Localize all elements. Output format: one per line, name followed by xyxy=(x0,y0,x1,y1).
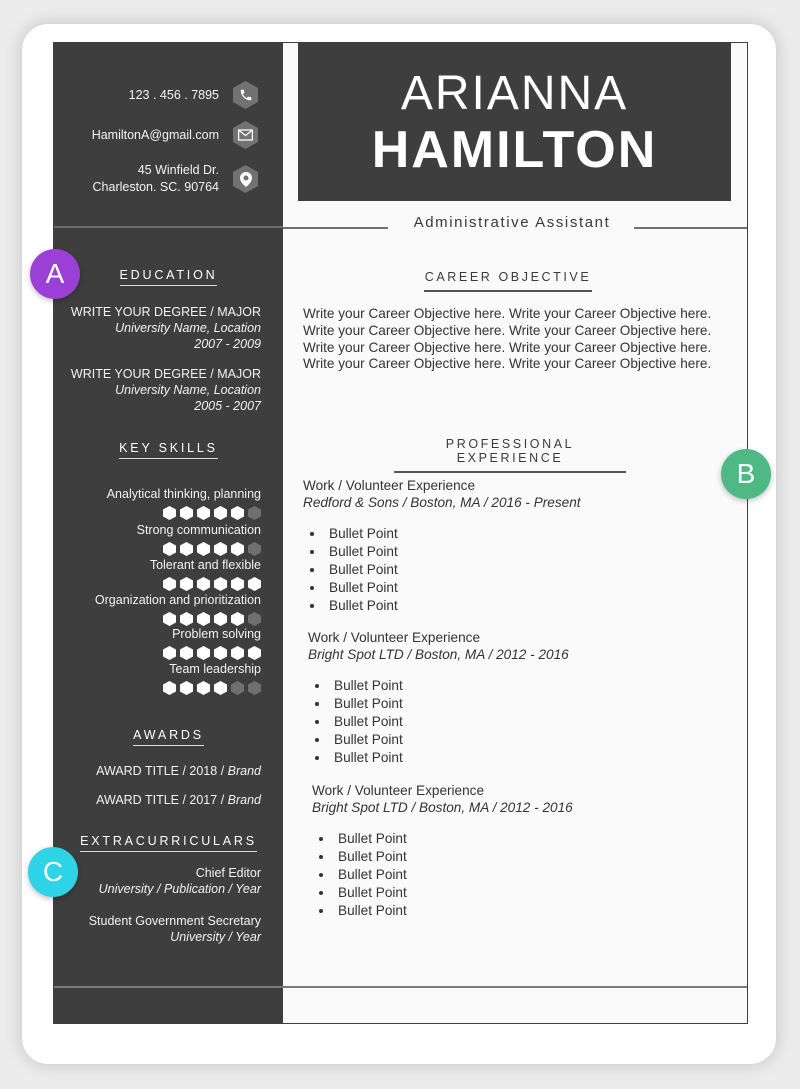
skill-dot-empty xyxy=(231,681,244,695)
experience-entry xyxy=(303,477,581,615)
bullet-point: • Bullet Point xyxy=(325,525,581,543)
degree-text: WRITE YOUR DEGREE / MAJOR xyxy=(70,367,261,381)
location-pin-icon xyxy=(233,165,258,193)
skill-dot-empty xyxy=(248,612,261,626)
skill-dot-empty xyxy=(248,506,261,520)
envelope-icon xyxy=(233,121,258,149)
experience-role: Work / Volunteer Experience xyxy=(308,630,481,645)
extracurriculars-heading: EXTRACURRICULARS xyxy=(54,834,283,848)
award-title: AWARD TITLE / 2017 / xyxy=(96,793,228,807)
skill-dot-empty xyxy=(248,681,261,695)
address-line-1: 45 Winfield Dr. xyxy=(137,163,219,177)
skill-dot-filled xyxy=(214,612,227,626)
skill-label: Tolerant and flexible xyxy=(149,558,261,572)
years-text: 2007 - 2009 xyxy=(194,337,261,351)
skill-rating xyxy=(163,577,261,591)
bullet-list xyxy=(308,677,569,767)
skill-dot-filled xyxy=(214,577,227,591)
experience-org: Bright Spot LTD / Boston, MA / 2012 - 2016 xyxy=(312,800,573,815)
skill-rating xyxy=(163,646,261,660)
skill-dot-filled xyxy=(180,542,193,556)
bullet-point: • Bullet Point xyxy=(330,677,569,695)
name-header xyxy=(298,43,731,201)
skill-label: Team leadership xyxy=(169,662,261,676)
bullet-point: • Bullet Point xyxy=(334,902,573,920)
skill-dot-filled xyxy=(163,681,176,695)
badge-b: B xyxy=(721,449,771,499)
education-entry xyxy=(71,366,261,414)
skill-label: Problem solving xyxy=(172,627,261,641)
extracurricular-detail: University / Publication / Year xyxy=(98,882,261,896)
bullet-point: • Bullet Point xyxy=(325,597,581,615)
skill-dot-filled xyxy=(197,542,210,556)
skill-label: Analytical thinking, planning xyxy=(106,487,261,501)
bullet-point: • Bullet Point xyxy=(330,713,569,731)
phone-icon xyxy=(233,81,258,109)
skill-dot-filled xyxy=(197,612,210,626)
award-brand: Brand xyxy=(227,793,261,807)
bullet-point: • Bullet Point xyxy=(334,866,573,884)
experience-role: Work / Volunteer Experience xyxy=(312,783,485,798)
address-line-2: Charleston. SC. 90764 xyxy=(92,180,219,194)
career-objective-heading: CAREER OBJECTIVE xyxy=(424,270,592,292)
career-objective-text: Write your Career Objective here. Write your Career Objective here. Write your Career Objective here. Write your Career Objective here. Write your Career Objective here. Write your Career Objective here. Write your Career Objective here. Write your Career Objective here. xyxy=(303,306,712,372)
bullet-point: • Bullet Point xyxy=(334,830,573,848)
bullet-point: • Bullet Point xyxy=(325,561,581,579)
job-title: Administrative Assistant xyxy=(413,214,611,231)
extracurricular-item xyxy=(89,913,261,945)
school-text: University Name, Location xyxy=(115,321,261,335)
skill-dot-filled xyxy=(180,646,193,660)
bullet-point: • Bullet Point xyxy=(330,695,569,713)
skill-dot-filled xyxy=(214,506,227,520)
skill-dot-filled xyxy=(163,542,176,556)
skill-dot-filled xyxy=(197,646,210,660)
skill-rating xyxy=(163,506,261,520)
title-rule-right xyxy=(634,227,748,229)
extracurricular-item xyxy=(99,865,261,897)
contact-address-row xyxy=(93,162,258,196)
bullet-point: • Bullet Point xyxy=(334,848,573,866)
skill-rating xyxy=(163,681,261,695)
skill-label: Strong communication xyxy=(136,523,261,537)
last-name: HAMILTON xyxy=(371,121,658,179)
skill-dot-filled xyxy=(214,681,227,695)
awards-heading: AWARDS xyxy=(54,728,283,742)
skill-dot-filled xyxy=(231,506,244,520)
bottom-divider xyxy=(54,986,748,988)
skill-dot-filled xyxy=(214,646,227,660)
extracurricular-role: Student Government Secretary xyxy=(88,914,261,928)
experience-entry xyxy=(308,629,569,767)
badge-a: A xyxy=(30,249,80,299)
contact-phone-row xyxy=(129,81,258,109)
skill-rating xyxy=(163,542,261,556)
skill-dot-filled xyxy=(163,646,176,660)
extracurricular-detail: University / Year xyxy=(170,930,261,944)
school-text: University Name, Location xyxy=(115,383,261,397)
skill-dot-filled xyxy=(248,577,261,591)
bullet-point: • Bullet Point xyxy=(330,749,569,767)
skill-dot-filled xyxy=(180,577,193,591)
skill-dot-filled xyxy=(248,646,261,660)
sidebar-divider xyxy=(54,226,283,228)
skill-dot-filled xyxy=(231,646,244,660)
contact-email-row xyxy=(92,121,258,149)
address-text xyxy=(93,162,219,196)
skill-dot-filled xyxy=(197,506,210,520)
education-entry xyxy=(71,304,261,352)
bullet-point: • Bullet Point xyxy=(325,543,581,561)
skill-dot-filled xyxy=(163,577,176,591)
extracurricular-role: Chief Editor xyxy=(195,866,261,880)
award-title: AWARD TITLE / 2018 / xyxy=(96,764,228,778)
sidebar xyxy=(54,43,283,1023)
degree-text: WRITE YOUR DEGREE / MAJOR xyxy=(70,305,261,319)
skill-dot-filled xyxy=(231,542,244,556)
bullet-point: • Bullet Point xyxy=(334,884,573,902)
skill-dot-filled xyxy=(197,577,210,591)
phone-text: 123 . 456 . 7895 xyxy=(128,87,219,102)
skill-rating xyxy=(163,612,261,626)
skill-dot-filled xyxy=(197,681,210,695)
skill-dot-filled xyxy=(180,681,193,695)
bullet-point: • Bullet Point xyxy=(325,579,581,597)
professional-experience-heading: PROFESSIONAL EXPERIENCE xyxy=(394,437,626,473)
award-item xyxy=(96,763,261,779)
skill-dot-filled xyxy=(180,612,193,626)
badge-c: C xyxy=(28,847,78,897)
resume-sheet xyxy=(53,42,748,1024)
bullet-list xyxy=(303,525,581,615)
experience-role: Work / Volunteer Experience xyxy=(303,478,476,493)
skill-dot-filled xyxy=(231,612,244,626)
skill-dot-empty xyxy=(248,542,261,556)
experience-entry xyxy=(312,782,573,920)
experience-org: Redford & Sons / Boston, MA / 2016 - Present xyxy=(303,495,581,510)
education-heading: EDUCATION xyxy=(54,268,283,282)
years-text: 2005 - 2007 xyxy=(194,399,261,413)
skill-dot-filled xyxy=(231,577,244,591)
award-item xyxy=(96,792,261,808)
skill-dot-filled xyxy=(163,506,176,520)
bullet-list xyxy=(312,830,573,920)
first-name: ARIANNA xyxy=(400,67,629,120)
experience-org: Bright Spot LTD / Boston, MA / 2012 - 2016 xyxy=(308,647,569,662)
skill-dot-filled xyxy=(214,542,227,556)
skill-dot-filled xyxy=(180,506,193,520)
skill-label: Organization and prioritization xyxy=(94,593,261,607)
award-brand: Brand xyxy=(227,764,261,778)
title-rule-left xyxy=(283,227,388,229)
key-skills-heading: KEY SKILLS xyxy=(54,441,283,455)
email-text: HamiltonA@gmail.com xyxy=(91,127,219,142)
bullet-point: • Bullet Point xyxy=(330,731,569,749)
skill-dot-filled xyxy=(163,612,176,626)
